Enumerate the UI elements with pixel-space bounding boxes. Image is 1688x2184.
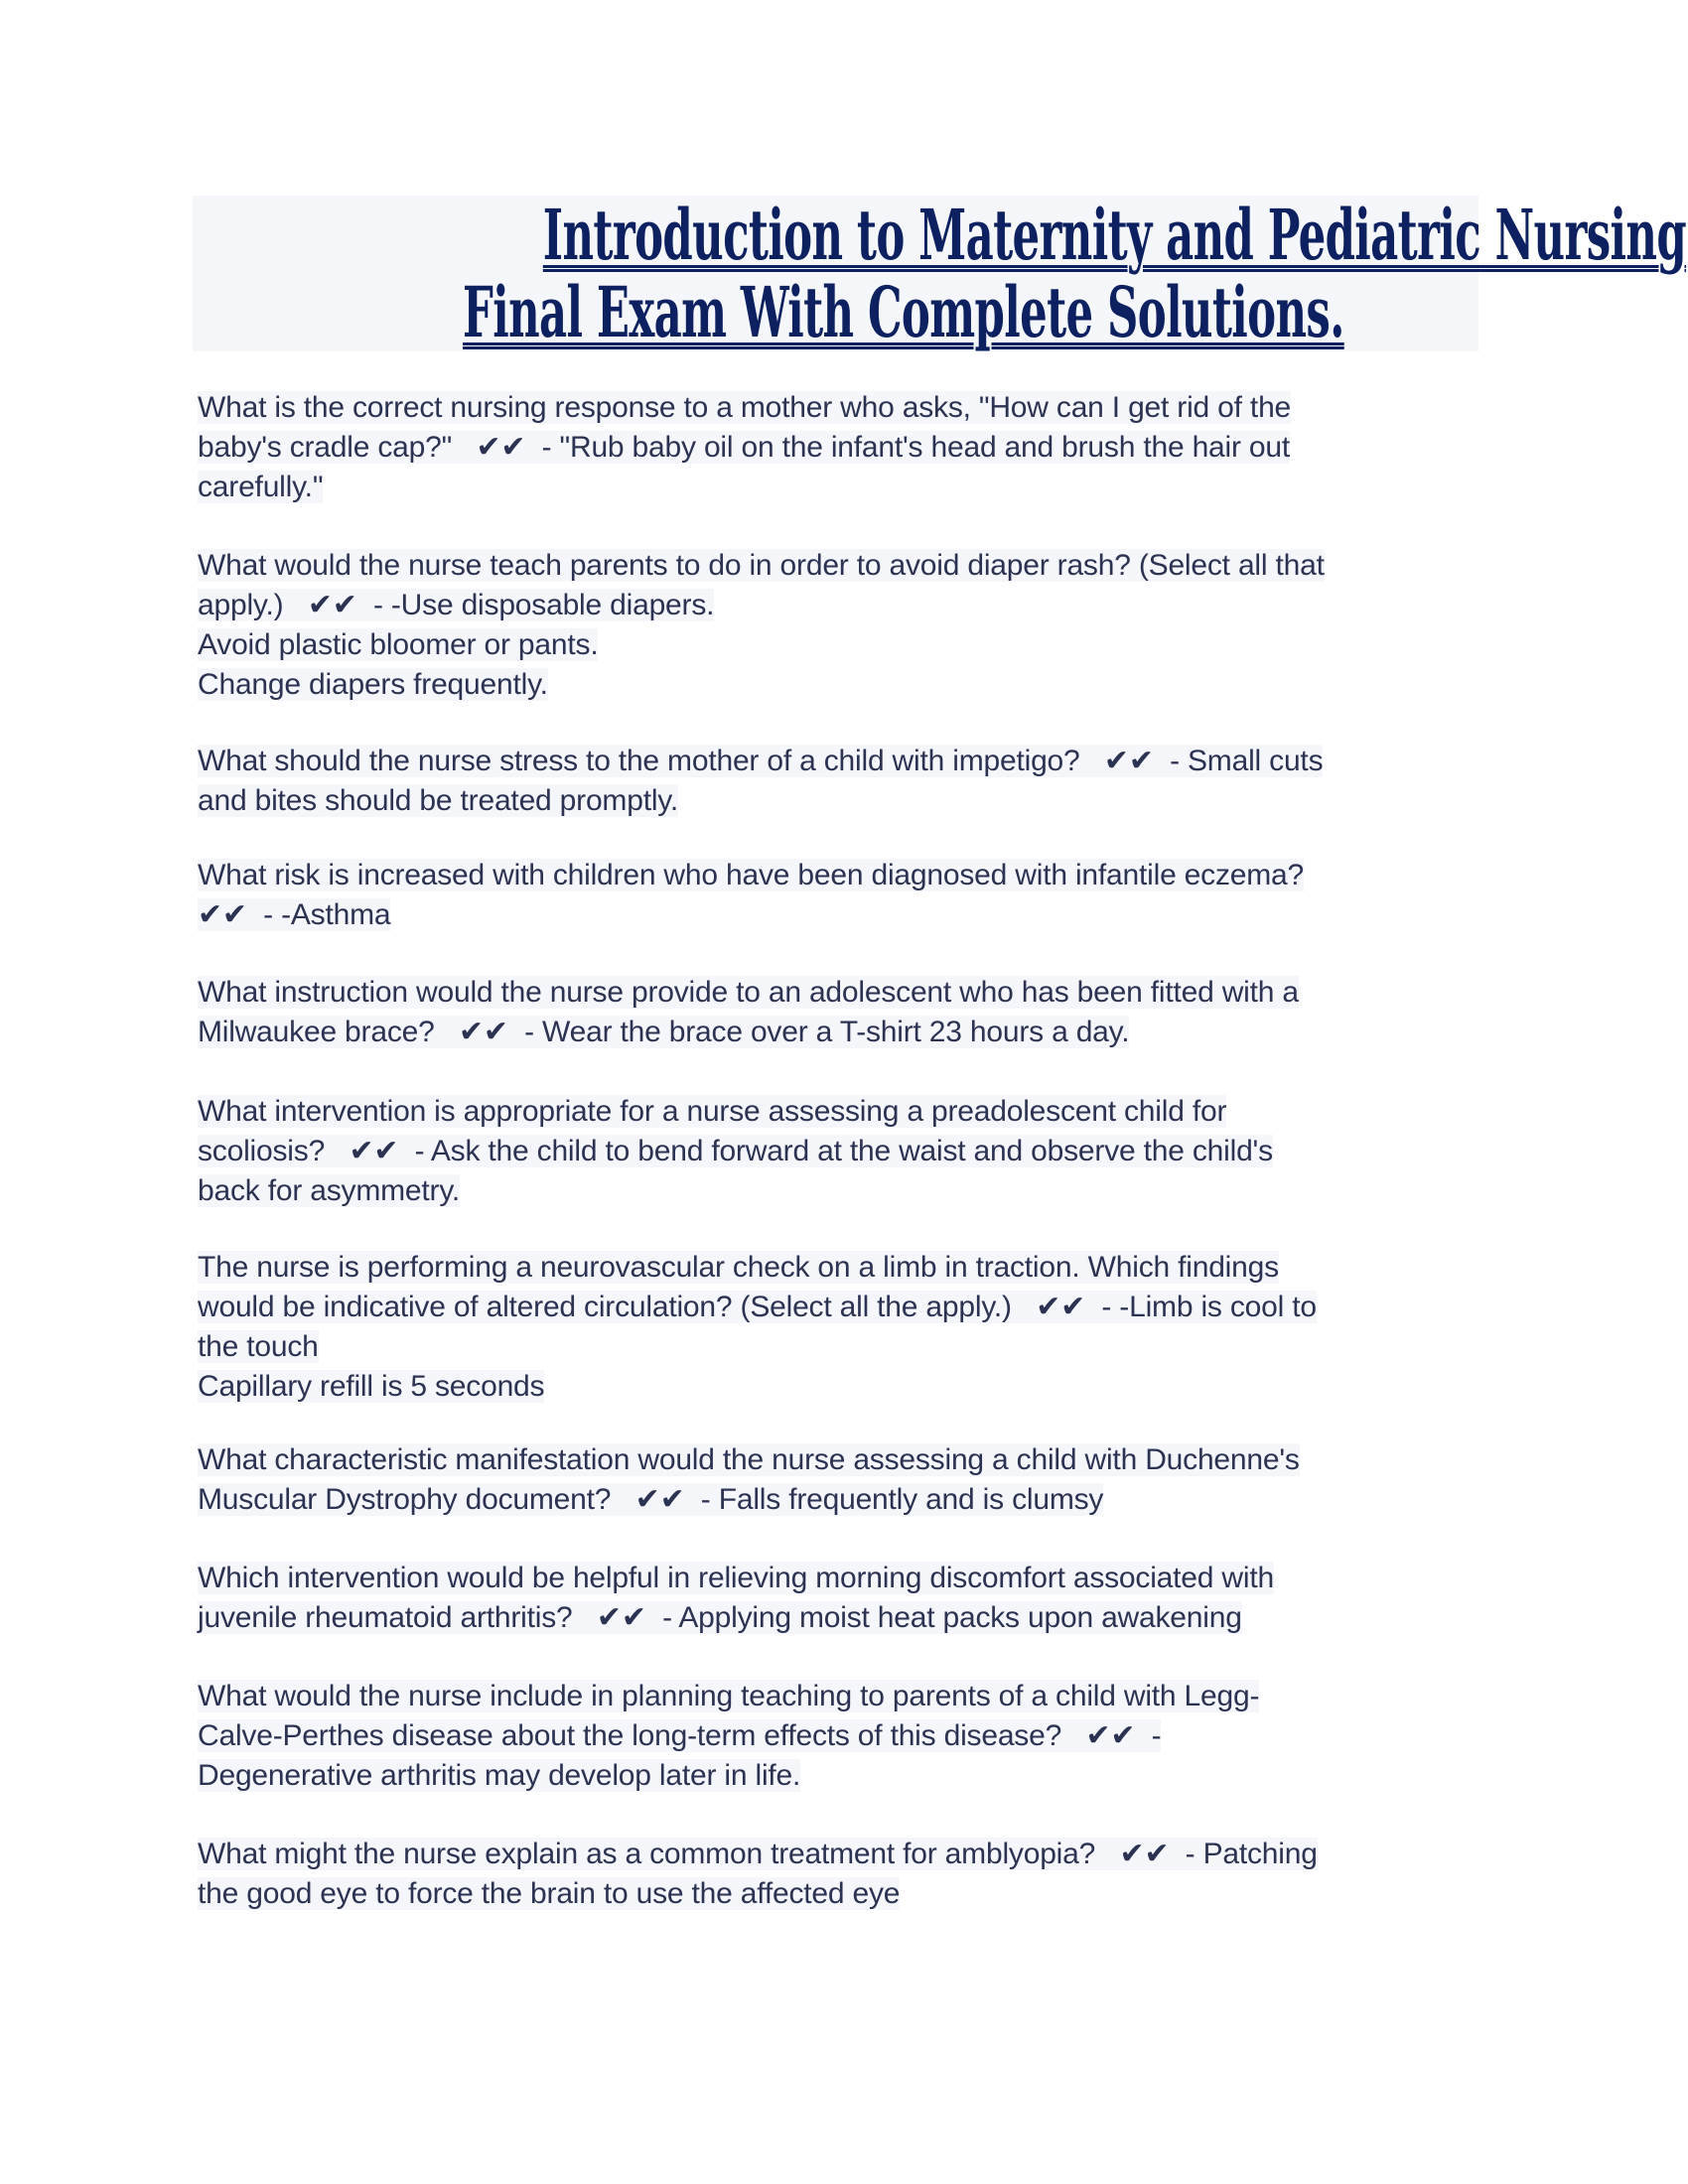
qa-line xyxy=(198,1013,1488,1052)
qa-text: What characteristic manifestation would the nurse assessing a child with Duchenne's xyxy=(198,1443,1300,1476)
qa-item xyxy=(198,546,1488,705)
qa-line xyxy=(198,1835,1488,1874)
qa-item xyxy=(198,742,1488,821)
qa-text: What intervention is appropriate for a nurse assessing a preadolescent child for xyxy=(198,1095,1227,1128)
qa-item xyxy=(198,1092,1488,1211)
qa-item xyxy=(198,1677,1488,1796)
qa-line xyxy=(198,973,1488,1013)
qa-line xyxy=(198,1171,1488,1211)
title-line-2: Final Exam With Complete Solutions. xyxy=(463,271,1344,353)
qa-line xyxy=(198,1327,1488,1367)
qa-line xyxy=(198,1756,1488,1796)
qa-text: Degenerative arthritis may develop later in life. xyxy=(198,1759,801,1792)
qa-line xyxy=(198,1092,1488,1132)
qa-text: Change diapers frequently. xyxy=(198,668,548,701)
qa-line xyxy=(198,1288,1488,1327)
qa-line xyxy=(198,895,1488,935)
qa-item xyxy=(198,973,1488,1052)
qa-text: scoliosis? ✔✔ - Ask the child to bend forward at the waist and observe the child's xyxy=(198,1135,1273,1167)
qa-item xyxy=(198,1559,1488,1638)
qa-line xyxy=(198,1480,1488,1520)
qa-line xyxy=(198,428,1488,468)
qa-line xyxy=(198,1367,1488,1407)
qa-text: What would the nurse include in planning teaching to parents of a child with Legg- xyxy=(198,1680,1260,1712)
qa-text: Muscular Dystrophy document? ✔✔ - Falls frequently and is clumsy xyxy=(198,1483,1104,1516)
qa-text: and bites should be treated promptly. xyxy=(198,784,679,817)
document-title xyxy=(193,194,1687,353)
qa-line xyxy=(198,856,1488,895)
title-line-1: Introduction to Maternity and Pediatric Nursing xyxy=(542,194,1687,276)
qa-line xyxy=(198,781,1488,821)
qa-text: the touch xyxy=(198,1330,319,1363)
qa-text: the good eye to force the brain to use the affected eye xyxy=(198,1877,901,1910)
qa-text: ✔✔ - -Asthma xyxy=(198,898,391,931)
qa-text: apply.) ✔✔ - -Use disposable diapers. xyxy=(198,589,715,621)
qa-line xyxy=(198,1559,1488,1598)
qa-line xyxy=(198,665,1488,705)
qa-text: Avoid plastic bloomer or pants. xyxy=(198,628,599,661)
qa-item xyxy=(198,1835,1488,1914)
qa-text: back for asymmetry. xyxy=(198,1174,461,1207)
qa-line xyxy=(198,1598,1488,1638)
qa-text: would be indicative of altered circulation? (Select all the apply.) ✔✔ - -Limb is cool to xyxy=(198,1291,1317,1323)
qa-line xyxy=(198,1716,1488,1756)
qa-text: baby's cradle cap?" ✔✔ - "Rub baby oil on the infant's head and brush the hair out xyxy=(198,431,1291,464)
qa-text: Capillary refill is 5 seconds xyxy=(198,1370,545,1403)
qa-text: What might the nurse explain as a common treatment for amblyopia? ✔✔ - Patching xyxy=(198,1838,1318,1870)
qa-line xyxy=(198,625,1488,665)
qa-line xyxy=(198,546,1488,586)
qa-text: Which intervention would be helpful in relieving morning discomfort associated with xyxy=(198,1562,1274,1594)
qa-text: Milwaukee brace? ✔✔ - Wear the brace over a T-shirt 23 hours a day. xyxy=(198,1016,1130,1048)
qa-line xyxy=(198,1440,1488,1480)
qa-line xyxy=(198,1874,1488,1914)
qa-item xyxy=(198,856,1488,935)
qa-text: The nurse is performing a neurovascular check on a limb in traction. Which findings xyxy=(198,1251,1279,1284)
qa-text: What instruction would the nurse provide to an adolescent who has been fitted with a xyxy=(198,976,1299,1009)
qa-item xyxy=(198,1440,1488,1520)
qa-line xyxy=(198,586,1488,625)
qa-item xyxy=(198,388,1488,507)
qa-line xyxy=(198,388,1488,428)
qa-text: Calve-Perthes disease about the long-term effects of this disease? ✔✔ - xyxy=(198,1719,1162,1752)
qa-line xyxy=(198,468,1488,507)
qa-line xyxy=(198,742,1488,781)
qa-text: What is the correct nursing response to a mother who asks, "How can I get rid of the xyxy=(198,391,1292,424)
qa-line xyxy=(198,1248,1488,1288)
qa-text: What risk is increased with children who have been diagnosed with infantile eczema? xyxy=(198,859,1305,891)
qa-text: What would the nurse teach parents to do in order to avoid diaper rash? (Select all that xyxy=(198,549,1325,582)
qa-line xyxy=(198,1132,1488,1171)
qa-text: What should the nurse stress to the mother of a child with impetigo? ✔✔ - Small cuts xyxy=(198,745,1324,777)
qa-item xyxy=(198,1248,1488,1407)
qa-text: juvenile rheumatoid arthritis? ✔✔ - Applying moist heat packs upon awakening xyxy=(198,1601,1242,1634)
qa-line xyxy=(198,1677,1488,1716)
qa-text: carefully." xyxy=(198,471,324,503)
